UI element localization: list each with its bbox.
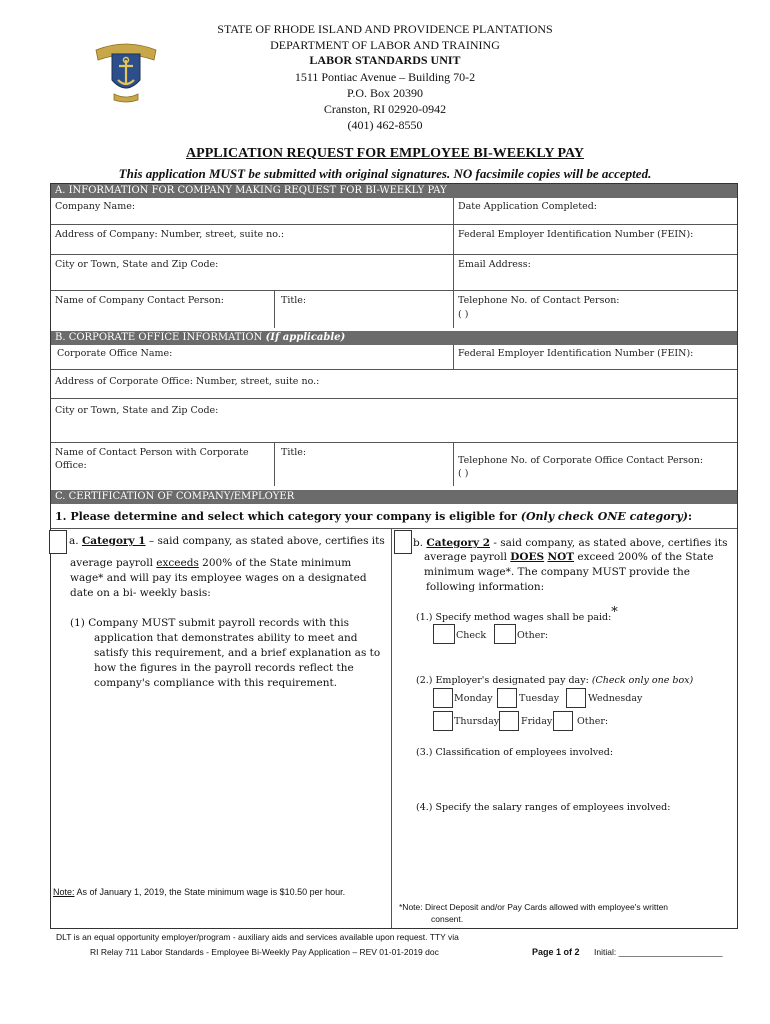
company-phone-parens: ( ) [458,309,469,320]
category-2-name: Category 2 [426,537,491,549]
pay-day-note: (Check only one box) [591,675,694,686]
divider [453,442,454,486]
check-method-checkbox[interactable] [433,624,455,644]
category-1-line4: date on a bi- weekly basis: [70,587,211,599]
header-state: STATE OF RHODE ISLAND AND PROVIDENCE PLANTATIONS [217,22,553,36]
divider [274,290,275,328]
company-fein-field[interactable]: Federal Employer Identification Number (FEIN): [458,229,694,240]
divider [391,528,392,928]
category-2-line2a: average payroll [424,551,511,563]
divider [51,528,737,529]
question-1-note: (Only check ONE category) [520,510,688,523]
divider [51,398,737,399]
category-2-line1 [413,536,728,551]
corporate-contact-title-field[interactable]: Title: [281,447,307,458]
category-1-name: Category 1 [81,535,146,547]
corporate-contact-field[interactable]: Name of Contact Person with Corporate [55,447,249,458]
company-contact-title-field[interactable]: Title: [281,295,307,306]
footer-form-id: RI Relay 711 Labor Standards - Employee Bi-Weekly Pay Application – REV 01-01-2019 doc [90,947,439,957]
question-1-text: 1. Please determine and select which category your company is eligible for [55,510,521,523]
divider [51,369,737,370]
divider [274,442,275,486]
category-1-line3: wage* and will pay its employee wages on a designated [70,572,367,584]
header-department: DEPARTMENT OF LABOR AND TRAINING [270,38,500,52]
category-2-line2b: exceed 200% of the State [574,551,714,563]
note-label: Note: [53,887,75,897]
wednesday-checkbox[interactable] [566,688,586,708]
other-payday-label: Other: [577,716,609,727]
divider [453,345,454,369]
company-city-field[interactable]: City or Town, State and Zip Code: [55,259,219,270]
category-1-requirement-4: how the figures in the payroll records reflect the [94,662,354,674]
category-2-not: NOT [547,551,575,563]
section-b-header [51,331,737,345]
section-a-header: A. INFORMATION FOR COMPANY MAKING REQUEST FOR BI-WEEKLY PAY [51,184,737,198]
header-city: Cranston, RI 02920-0942 [323,102,447,116]
thursday-label: Thursday [454,716,500,727]
company-name-field[interactable]: Company Name: [55,201,136,212]
category-1-requirement-1: (1) Company MUST submit payroll records with this [70,617,350,629]
page-title: APPLICATION REQUEST FOR EMPLOYEE BI-WEEKLY PAY [186,146,584,161]
tuesday-label: Tuesday [519,693,560,704]
section-c-header: C. CERTIFICATION OF COMPANY/EMPLOYER [51,490,737,504]
question-1 [55,510,692,523]
corporate-phone-parens: ( ) [458,468,469,479]
divider [51,224,737,225]
salary-ranges-label: (4.) Specify the salary ranges of employees involved: [416,802,671,813]
category-1-exceeds: exceeds [156,557,199,569]
question-1-colon: : [687,510,693,523]
friday-label: Friday [521,716,553,727]
page-subtitle: This application MUST be submitted with original signatures. NO facsimile copies will be accepted. [118,166,652,181]
category-2-line3: minimum wage*. The company MUST provide the [424,566,691,578]
category-1-requirement-3: satisfy this requirement, and a brief explanation as to [94,647,381,659]
category-1-rest: – said company, as stated above, certifies its [145,535,385,547]
monday-label: Monday [454,693,493,704]
corporate-fein-field[interactable]: Federal Employer Identification Number (FEIN): [458,348,694,359]
direct-deposit-note-line2: consent. [431,914,464,924]
corporate-office-name-field[interactable]: Corporate Office Name: [57,348,173,359]
footer-page-number: Page 1 of 2 [532,947,580,957]
category-2-rest: - said company, as stated above, certifies its [490,537,728,549]
divider [51,254,737,255]
divider [453,198,454,328]
other-payday-checkbox[interactable] [553,711,573,731]
category-2-checkbox[interactable] [394,530,412,554]
header-pobox: P.O. Box 20390 [346,86,423,100]
corporate-address-field[interactable]: Address of Corporate Office: Number, street, suite no.: [55,376,320,387]
header-unit: LABOR STANDARDS UNIT [309,53,461,67]
category-1-line2 [70,556,351,571]
tuesday-checkbox[interactable] [497,688,517,708]
pay-day-text: (2.) Employer's designated pay day: [416,675,592,686]
check-method-label: Check [456,630,487,641]
direct-deposit-note: *Note: Direct Deposit and/or Pay Cards allowed with employee's written [399,902,669,912]
company-email-field[interactable]: Email Address: [458,259,531,270]
header-phone: (401) 462-8550 [347,118,423,132]
category-1-prefix: a. [69,535,82,547]
category-1-line2b: 200% of the State minimum [198,557,352,569]
other-method-label: Other: [517,630,549,641]
divider [51,290,737,291]
category-2-prefix: b. [413,537,427,549]
category-1-requirement-5: company's compliance with this requirement. [94,677,338,689]
category-1-line2a: average payroll [70,557,157,569]
friday-checkbox[interactable] [499,711,519,731]
section-b-title: B. CORPORATE OFFICE INFORMATION [55,332,263,343]
category-1-line1 [69,534,385,549]
method-wages-label [416,607,618,624]
company-contact-field[interactable]: Name of Company Contact Person: [55,295,224,306]
company-phone-field[interactable]: Telephone No. of Contact Person: [458,295,620,306]
corporate-contact-field-line2: Office: [55,460,87,471]
category-1-requirement-2: application that demonstrates ability to meet and [94,632,358,644]
application-form [50,183,738,929]
corporate-city-field[interactable]: City or Town, State and Zip Code: [55,405,219,416]
date-completed-field[interactable]: Date Application Completed: [458,201,597,212]
method-wages-text: (1.) Specify method wages shall be paid: [416,612,612,623]
header-street: 1511 Pontiac Avenue – Building 70-2 [294,70,476,84]
monday-checkbox[interactable] [433,688,453,708]
wednesday-label: Wednesday [588,693,643,704]
classification-label: (3.) Classification of employees involved: [416,747,614,758]
company-address-field[interactable]: Address of Company: Number, street, suite no.: [55,229,285,240]
pay-day-label [416,675,693,687]
footer-eeo: DLT is an equal opportunity employer/program - auxiliary aids and services available upon request. TTY via [56,932,459,942]
section-b-note: (If applicable) [265,332,346,343]
minimum-wage-note [53,886,345,898]
category-2-line2 [424,550,713,565]
note-text: As of January 1, 2019, the State minimum wage is $10.50 per hour. [74,887,346,897]
divider [51,442,737,443]
thursday-checkbox[interactable] [433,711,453,731]
category-2-does: DOES [510,551,545,563]
footer-initial-field[interactable]: Initial: ______________________ [594,947,723,957]
category-2-line4: following information: [426,581,545,593]
method-wages-asterisk: * [611,605,618,620]
other-method-checkbox[interactable] [494,624,516,644]
category-1-checkbox[interactable] [49,530,67,554]
corporate-phone-field[interactable]: Telephone No. of Corporate Office Contact Person: [458,455,704,466]
